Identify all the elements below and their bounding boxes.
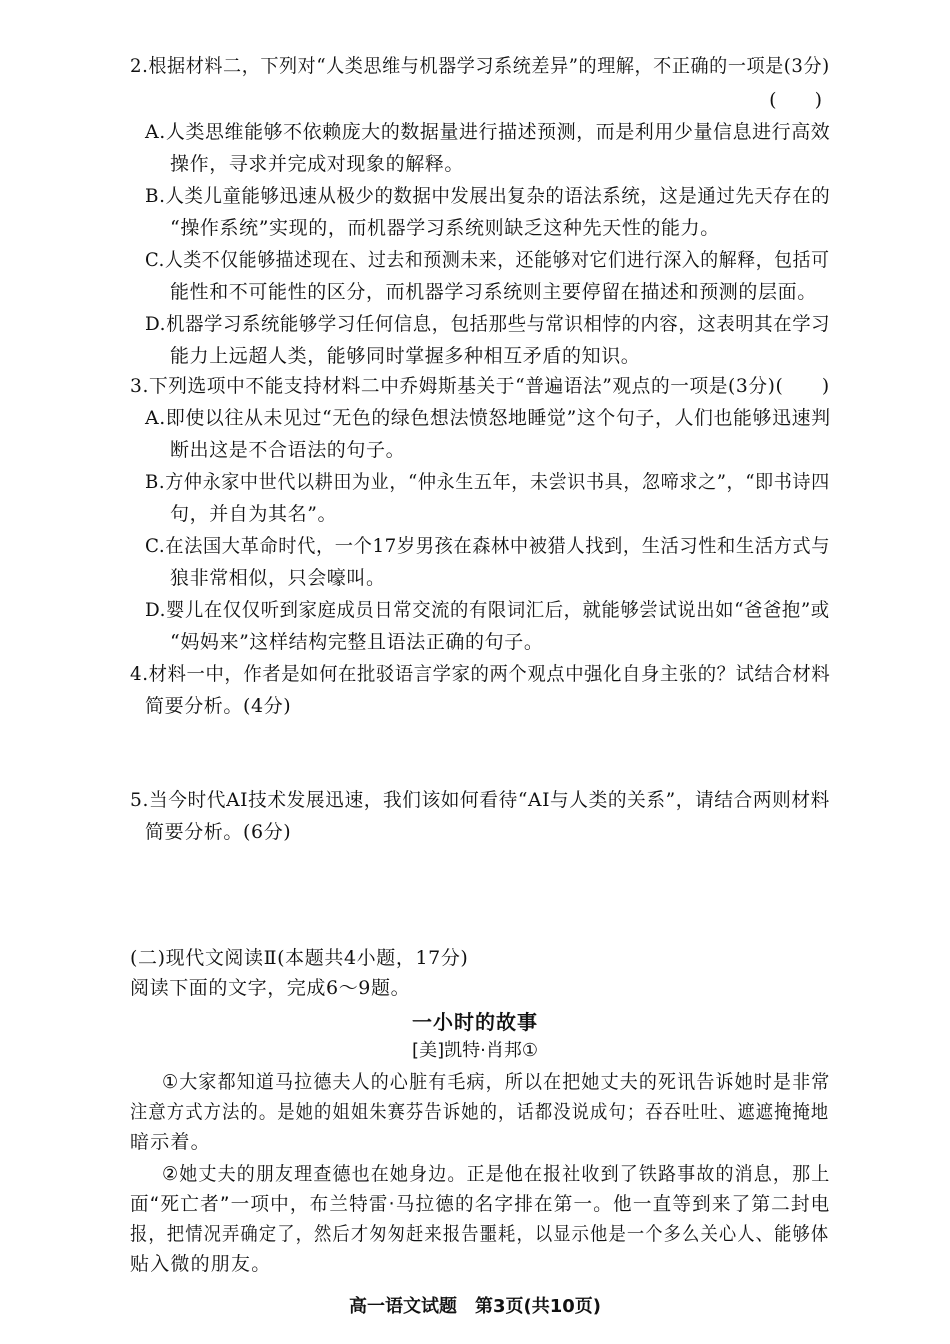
q3-option-a: A.即使以往从未见过“无色的绿色想法愤怒地睡觉”这个句子，人们也能够迅速判	[145, 407, 831, 429]
story-paragraph-1-line-1: ①大家都知道马拉德夫人的心脏有毛病，所以在把她丈夫的死讯告诉她时是非常	[162, 1071, 831, 1093]
story-paragraph-1-line-2: 注意方式方法的。是她的姐姐朱赛芬告诉她的，话都没说成句；吞吞吐吐、遮遮掩掩地	[130, 1101, 830, 1123]
q3-option-d-cont: “妈妈来”这样结构完整且语法正确的句子。	[170, 631, 544, 653]
q2-answer-bracket: ( )	[769, 89, 822, 111]
q5-stem-cont: 简要分析。(6分)	[145, 821, 292, 843]
q3-option-c: C.在法国大革命时代，一个17岁男孩在森林中被猎人找到，生活习性和生活方式与	[145, 535, 831, 557]
page-footer: 高一语文试题 第3页(共10页)	[348, 1296, 602, 1317]
q3-option-a-cont: 断出这是不合语法的句子。	[170, 439, 406, 461]
q2-option-b-cont: “操作系统”实现的，而机器学习系统则缺乏这种先天性的能力。	[170, 217, 720, 239]
q4-stem: 4.材料一中，作者是如何在批驳语言学家的两个观点中强化自身主张的？试结合材料	[130, 663, 831, 685]
q2-option-d: D.机器学习系统能够学习任何信息，包括那些与常识相悖的内容，这表明其在学习	[145, 313, 831, 335]
story-paragraph-2-line-1: ②她丈夫的朋友理查德也在她身边。正是他在报社收到了铁路事故的消息，那上	[162, 1163, 831, 1185]
story-author: [美]凯特·肖邦①	[412, 1040, 538, 1061]
q4-stem-cont: 简要分析。(4分)	[145, 695, 292, 717]
q2-option-a-cont: 操作，寻求并完成对现象的解释。	[170, 153, 465, 175]
q3-option-c-cont: 狼非常相似，只会嚎叫。	[170, 567, 386, 589]
q2-option-d-cont: 能力上远超人类，能够同时掌握多种相互矛盾的知识。	[170, 345, 641, 367]
q3-stem: 3.下列选项中不能支持材料二中乔姆斯基关于“普遍语法”观点的一项是(3分)( )	[130, 375, 830, 397]
q2-stem: 2.根据材料二，下列对“人类思维与机器学习系统差异”的理解，不正确的一项是(3分)	[130, 55, 830, 77]
story-paragraph-2-line-3: 报，把情况弄确定了，然后才匆匆赶来报告噩耗，以显示他是一个多么关心人、能够体	[130, 1223, 830, 1245]
section-instruction: 阅读下面的文字，完成6～9题。	[130, 977, 411, 999]
q3-option-d: D.婴儿在仅仅听到家庭成员日常交流的有限词汇后，就能够尝试说出如“爸爸抱”或	[145, 599, 830, 621]
q2-option-a: A.人类思维能够不依赖庞大的数据量进行描述预测，而是利用少量信息进行高效	[145, 121, 831, 143]
story-paragraph-1-line-3: 暗示着。	[130, 1131, 211, 1153]
q2-option-c-cont: 能性和不可能性的区分，而机器学习系统则主要停留在描述和预测的层面。	[170, 281, 817, 303]
q3-option-b: B.方仲永家中世代以耕田为业，“仲永生五年，未尝识书具，忽啼求之”，“即书诗四	[145, 471, 830, 493]
section-heading: (二)现代文阅读Ⅱ(本题共4小题，17分)	[130, 947, 469, 969]
q2-option-b: B.人类儿童能够迅速从极少的数据中发展出复杂的语法系统，这是通过先天存在的	[145, 185, 831, 207]
story-paragraph-2-line-2: 面“死亡者”一项中，布兰特雷·马拉德的名字排在第一。他一直等到来了第二封电	[130, 1193, 831, 1215]
q3-option-b-cont: 句，并自为其名”。	[170, 503, 338, 525]
story-title: 一小时的故事	[412, 1010, 538, 1034]
q5-stem: 5.当今时代AI技术发展迅速，我们该如何看待“AI与人类的关系”，请结合两则材料	[130, 789, 830, 811]
story-paragraph-2-line-4: 贴入微的朋友。	[130, 1253, 272, 1275]
q2-option-c: C.人类不仅能够描述现在、过去和预测未来，还能够对它们进行深入的解释，包括可	[145, 249, 830, 271]
